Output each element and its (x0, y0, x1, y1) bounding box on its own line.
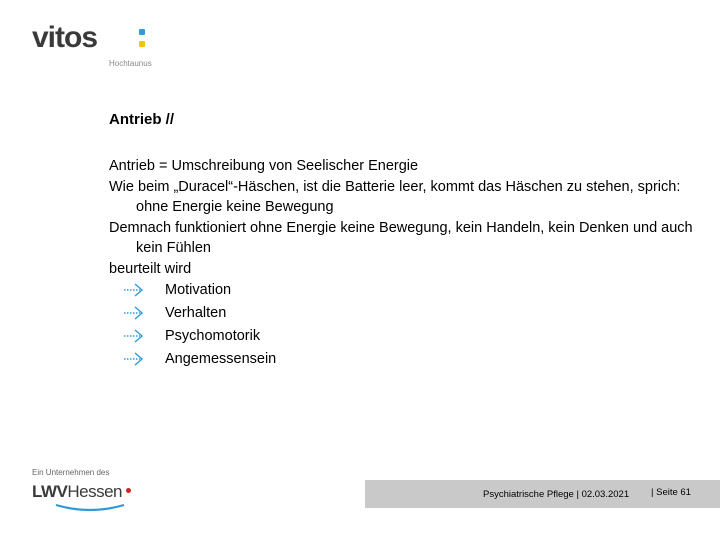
slide-title: Antrieb // (109, 111, 175, 128)
page-number: | Seite 61 (651, 487, 691, 498)
red-dot-icon (126, 488, 131, 493)
swoosh-icon (54, 502, 126, 512)
list-item (109, 279, 699, 302)
list-item (109, 325, 699, 348)
company-rest: Hessen (67, 482, 122, 501)
company-prefix: Ein Unternehmen des (32, 468, 110, 477)
logo-wordmark: vitos (32, 21, 98, 54)
vitos-logo (32, 20, 162, 72)
company-bold: LWV (32, 482, 68, 501)
list-item (109, 348, 699, 371)
logo-subline: Hochtaunus (109, 59, 152, 68)
content-line: Wie beim „Duracel“-Häschen, ist die Batterie leer, kommt das Häschen zu stehen, sprich: ohne Energie keine Bewegung (109, 178, 681, 215)
bullet-label: Angemessensein (165, 351, 277, 367)
dotted-arrow-icon (123, 304, 145, 322)
company-name (32, 482, 122, 502)
dotted-arrow-icon (123, 350, 145, 368)
list-item (109, 302, 699, 325)
bullet-label: Psychomotorik (165, 328, 261, 344)
bullet-label: Motivation (165, 282, 232, 298)
dotted-arrow-icon (123, 327, 145, 345)
content-line: beurteilt wird (109, 260, 192, 277)
logo-colon-icon (139, 29, 147, 49)
footer-text: Psychiatrische Pflege | 02.03.2021 (483, 489, 630, 500)
content-line: Demnach funktioniert ohne Energie keine Bewegung, kein Handeln, kein Denken und auch kein Fühlen (109, 219, 693, 256)
content-line: Antrieb = Umschreibung von Seelischer Energie (109, 158, 419, 174)
dotted-arrow-icon (123, 281, 145, 299)
lwv-hessen-logo (32, 468, 142, 513)
footer-bar (365, 480, 720, 508)
bullet-label: Verhalten (165, 305, 227, 321)
criteria-list (109, 279, 699, 371)
slide-content (109, 156, 699, 371)
